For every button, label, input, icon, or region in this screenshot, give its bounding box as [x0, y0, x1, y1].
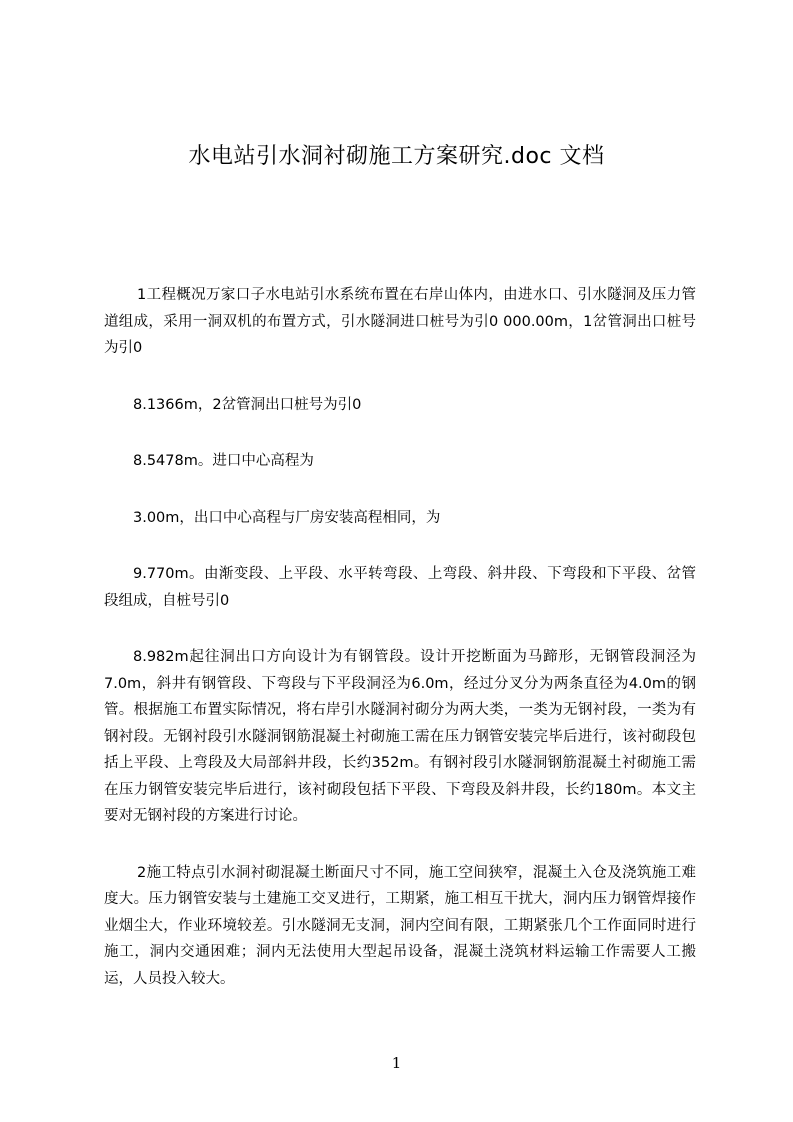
paragraph-construction-features: 2施工特点引水洞衬砌混凝土断面尺寸不同，施工空间狭窄，混凝土入仓及浇筑施工难度大。压力钢管安装与土建施工交叉进行，工期紧，施工相互干扰大，洞内压力钢管焊接作业烟尘大，作业环境较差。引水隧洞无支洞，洞内空间有限，工期紧张几个工作面同时进行施工，洞内交通困难；洞内无法使用大型起吊设备，混凝土浇筑材料运输工作需要人工搬运，人员投入较大。	[104, 864, 696, 987]
paragraph-inlet-elevation: 8.5478m。进口中心高程为	[133, 453, 314, 469]
document-title: 水电站引水洞衬砌施工方案研究.doc 文档	[188, 144, 605, 169]
page-number: 1	[391, 1054, 402, 1072]
paragraph-project-overview: 1工程概况万家口子水电站引水系统布置在右岸山体内，由进水口、引水隧洞及压力管道组成，采用一洞双机的布置方式，引水隧洞进口桩号为引0 000.00m，1岔管洞出口桩号为引0	[104, 287, 696, 356]
paragraph-sections: 9.770m。由渐变段、上平段、水平转弯段、上弯段、斜井段、下弯段和下平段、岔管段组成，自桩号引0	[104, 566, 696, 609]
paragraph-design-lining: 8.982m起往洞出口方向设计为有钢管段。设计开挖断面为马蹄形，无钢管段洞泾为7.0m，斜井有钢管段、下弯段与下平段洞泾为6.0m，经过分叉分为两条直径为4.0m的钢管。根据施工布置实际情况，将右岸引水隧洞衬砌分为两大类，一类为无钢衬段，一类为有钢衬段。无钢衬段引水隧洞钢筋混凝土衬砌施工需在压力钢管安装完毕后进行，该衬砌段包括上平段、上弯段及大局部斜井段，长约352m。有钢衬段引水隧洞钢筋混凝土衬砌施工需在压力钢管安装完毕后进行，该衬砌段包括下平段、下弯段及斜井段，长约180m。本文主要对无钢衬段的方案进行讨论。	[104, 649, 696, 824]
document-body	[104, 282, 696, 1022]
paragraph-outlet-elevation: 3.00m，出口中心高程与厂房安装高程相同，为	[133, 509, 441, 526]
paragraph-station-2: 8.1366m，2岔管洞出口桩号为引0	[133, 396, 362, 413]
